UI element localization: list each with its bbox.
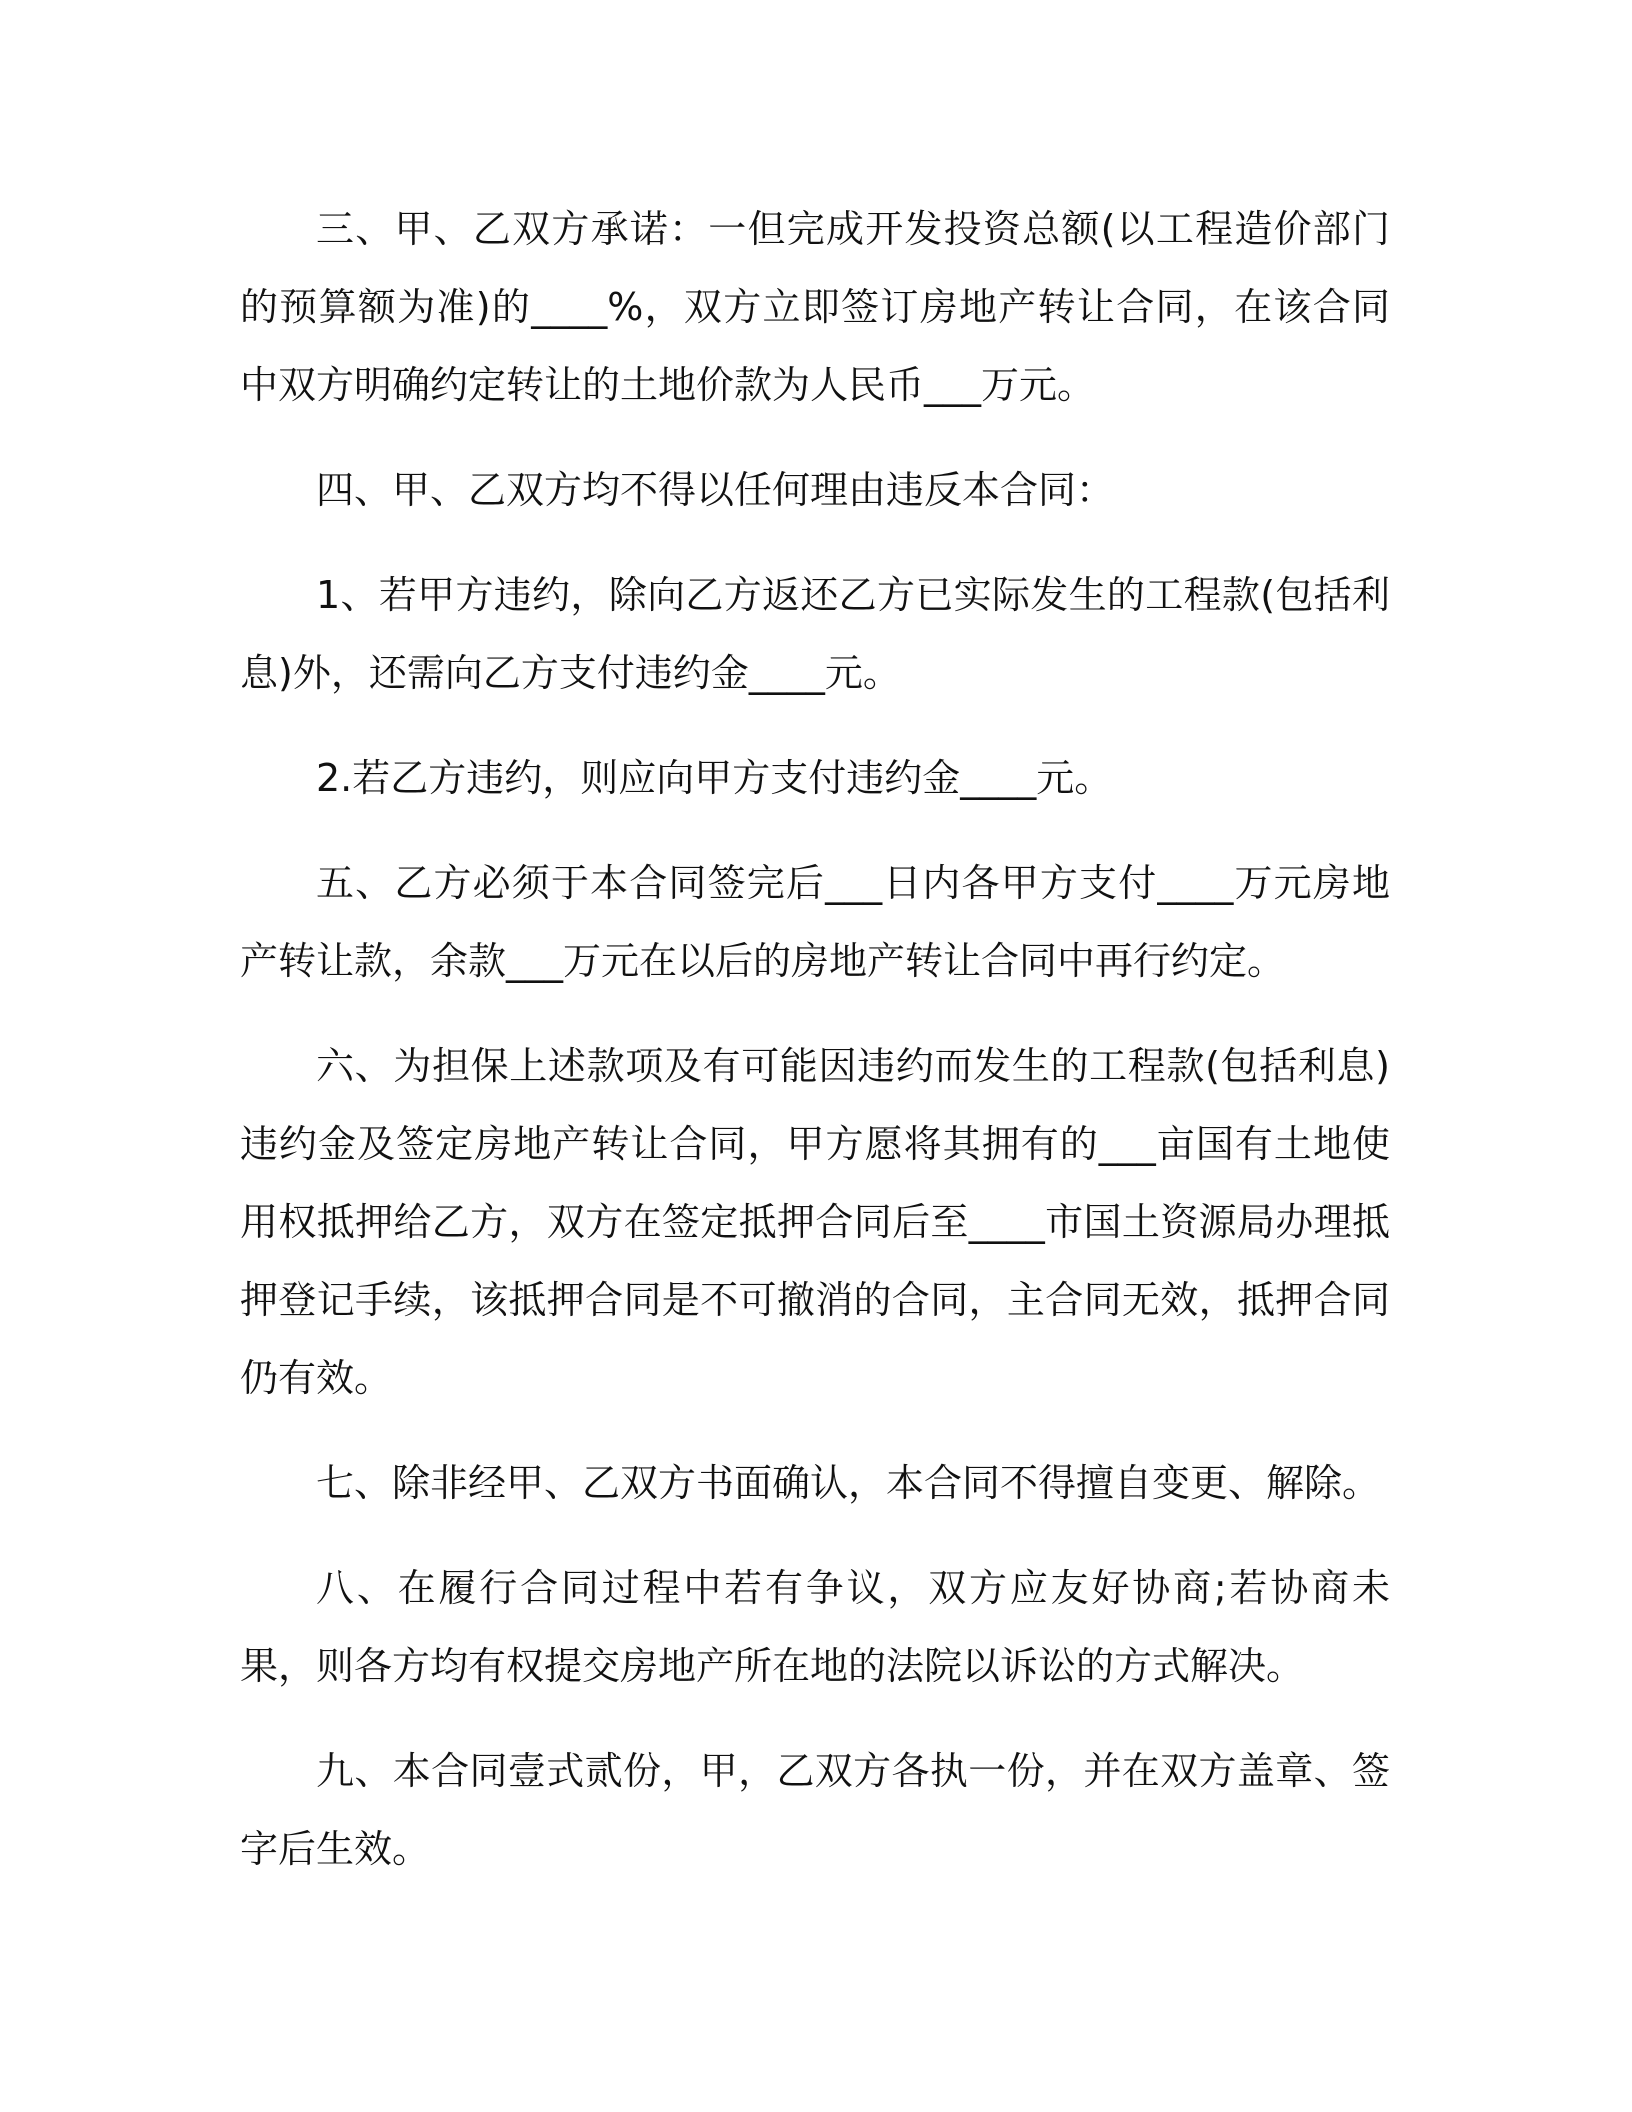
clause-8-dispute: 八、在履行合同过程中若有争议，双方应友好协商;若协商未果，则各方均有权提交房地产所在地的法院以诉讼的方式解决。 (240, 1566, 1390, 1688)
clause-4-item-2: 2.若乙方违约，则应向甲方支付违约金____元。 (316, 756, 1113, 800)
clause-5-payment: 五、乙方必须于本合同签完后___日内各甲方支付____万元房地产转让款，余款___万元在以后的房地产转让合同中再行约定。 (240, 861, 1390, 983)
clause-4-no-breach: 四、甲、乙双方均不得以任何理由违反本合同： (316, 468, 1115, 512)
clause-3-commitment: 三、甲、乙双方承诺：一但完成开发投资总额(以工程造价部门的预算额为准)的____%，双方立即签订房地产转让合同，在该合同中双方明确约定转让的土地价款为人民币___万元。 (240, 207, 1390, 407)
clause-6-mortgage: 六、为担保上述款项及有可能因违约而发生的工程款(包括利息)违约金及签定房地产转让合同，甲方愿将其拥有的___亩国有土地使用权抵押给乙方，双方在签定抵押合同后至____市国土资源局办理抵押登记手续，该抵押合同是不可撤消的合同，主合同无效，抵押合同仍有效。 (240, 1044, 1390, 1400)
clause-9-copies: 九、本合同壹式贰份，甲，乙双方各执一份，并在双方盖章、签字后生效。 (240, 1749, 1390, 1871)
contract-body (240, 190, 1390, 1915)
clause-7-amendment: 七、除非经甲、乙双方书面确认，本合同不得擅自变更、解除。 (316, 1461, 1381, 1505)
clause-4-item-1: 1、若甲方违约，除向乙方返还乙方已实际发生的工程款(包括利息)外，还需向乙方支付违约金____元。 (240, 573, 1390, 695)
